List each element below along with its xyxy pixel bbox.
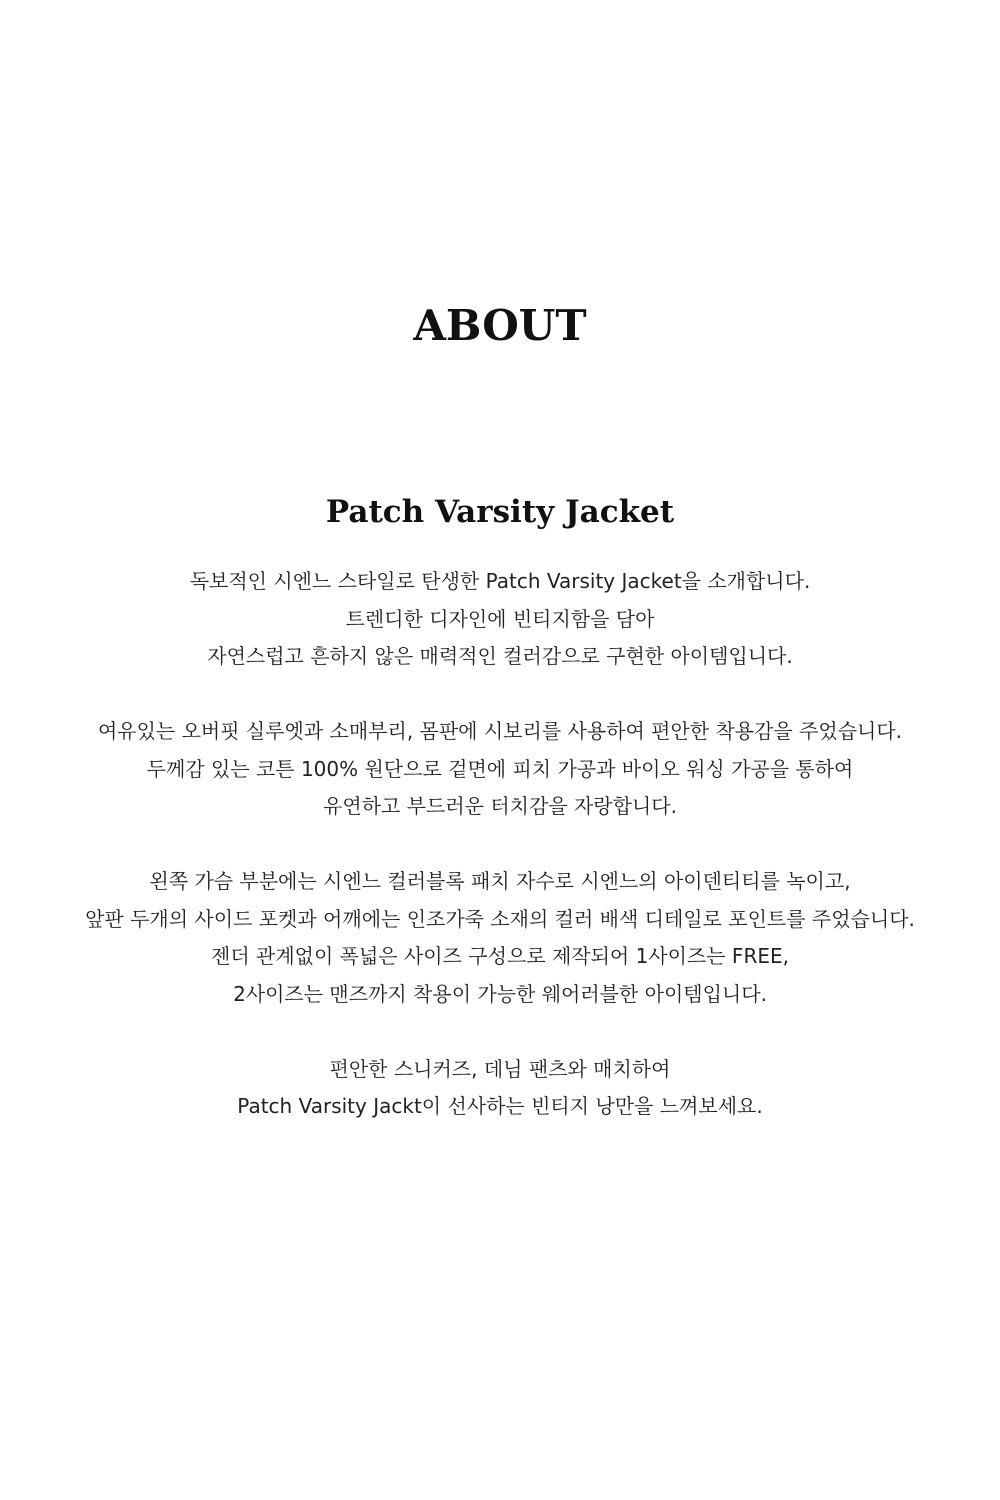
description-paragraph — [0, 563, 1000, 676]
description-line: 유연하고 부드러운 터치감을 자랑합니다. — [323, 794, 677, 818]
product-title: Patch Varsity Jacket — [325, 494, 675, 530]
description-paragraph — [0, 863, 1000, 1013]
description-line: 편안한 스니커즈, 데님 팬츠와 매치하여 — [329, 1056, 671, 1081]
section-heading: ABOUT — [413, 301, 587, 350]
description-paragraph — [0, 713, 1000, 826]
description-paragraph — [0, 1051, 1000, 1126]
description-line: 2사이즈는 맨즈까지 착용이 가능한 웨어러블한 아이템입니다. — [233, 981, 767, 1006]
description-line: 앞판 두개의 사이드 포켓과 어깨에는 인조가죽 소재의 컬러 배색 디테일로 포인트를 주었습니다. — [85, 906, 915, 931]
description-line: 젠더 관계없이 폭넓은 사이즈 구성으로 제작되어 1사이즈는 FREE, — [211, 944, 789, 968]
description-line: Patch Varsity Jackt이 선사하는 빈티지 낭만을 느껴보세요. — [237, 1094, 763, 1118]
description-line: 왼쪽 가슴 부분에는 시엔느 컬러블록 패치 자수로 시엔느의 아이덴티티를 녹이고, — [149, 869, 851, 893]
product-description — [0, 563, 1000, 1163]
description-line: 트렌디한 디자인에 빈티지함을 담아 — [345, 606, 655, 631]
description-line: 독보적인 시엔느 스타일로 탄생한 Patch Varsity Jacket을 소개합니다. — [189, 569, 811, 593]
description-line: 두께감 있는 코튼 100% 원단으로 겉면에 피치 가공과 바이오 워싱 가공을 통하여 — [146, 756, 854, 781]
description-line: 자연스럽고 흔하지 않은 매력적인 컬러감으로 구현한 아이템입니다. — [207, 644, 793, 668]
description-line: 여유있는 오버핏 실루엣과 소매부리, 몸판에 시보리를 사용하여 편안한 착용감을 주었습니다. — [97, 719, 903, 743]
